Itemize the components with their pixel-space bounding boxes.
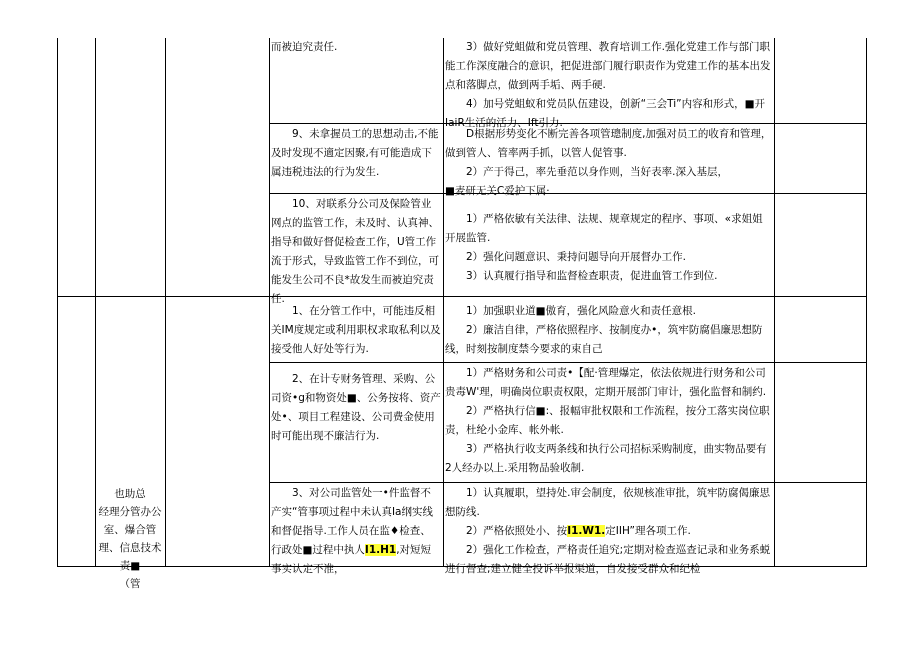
row-divider	[269, 362, 866, 363]
measure-cell	[445, 302, 772, 359]
risk-cell	[271, 125, 441, 182]
measure-cell	[445, 125, 772, 201]
leader-text: 也助总	[114, 488, 146, 500]
table-border-right	[866, 38, 867, 567]
measure-cell	[445, 210, 772, 286]
risk-cell	[271, 302, 441, 359]
col-divider-5	[774, 38, 775, 567]
risk-cell	[271, 38, 441, 57]
risk-cell	[271, 370, 441, 446]
measure-cell	[445, 38, 772, 133]
measure-cell	[445, 484, 772, 575]
measure-text: 1）严格依敏有关法律、法规、规章规定的程序、事项、«求姐姐开展监管.	[445, 213, 763, 244]
leader-text: （管	[119, 578, 141, 590]
leader-text: 经理分管办公室、爆合管理、信息技术责■	[98, 506, 162, 572]
col-divider-4	[443, 38, 444, 567]
measure-text: 3）认真履行指导和监督检查职责，促进血管工作到位.	[466, 270, 718, 282]
measure-text: 4）加号党蛆蚁和党员队伍建设，创新“三会Ti”内容和形式，■开IaiR生活的活力、Ift引力.	[445, 98, 765, 129]
measure-text: 2）严格执行信■:、报幅审批权限和工作流程，按分工落实岗位职责，杜纶小金库、帐外帐.	[445, 405, 770, 436]
measure-text-part: 定IIH”理各项工作.	[605, 525, 691, 537]
risk-text: 1、在分管工作中，可能违反相关IM度规定或利用职权求取私利以及接受他人好处等行为.	[271, 305, 441, 355]
table-border-left	[57, 38, 58, 567]
measure-text: 2）强化问题意识、秉持问题导向开展督办工作.	[466, 251, 687, 263]
highlighted-text: I1.H1	[364, 544, 397, 556]
measure-text: 3）严格执行收支两条线和执行公司招标采购制度，曲实物品要有2人经办以上.采用物品验收制.	[445, 443, 767, 474]
measure-text: 1）加强职业道■傲育，强化风险意火和责任意根.	[466, 305, 696, 317]
highlighted-text: I1.W1.	[567, 525, 606, 537]
measure-text: 3）做好党蛆做和党员管理、教育培训工作.强化党建工作与部门职能工作深度融合的意识，把促进部门履行职责作为党建工作的基本出发点和落脚点，做到两手垢、两手硬.	[445, 41, 771, 91]
risk-text-part: 3、对公司监管处一•件监督不产实“管事项过程中未认真Ia纲实线和督促指导.工作人员在监♦检查、行政处■过程中执人	[271, 487, 433, 556]
measure-text-part: 2）严格依照处小、按	[466, 525, 568, 537]
row-divider	[269, 482, 866, 483]
section-divider	[57, 296, 866, 297]
measure-text: 2）强化工作检查，严格责任追究;定期对检查巡查记录和业务系蜕进行督查;建立健全投诉举报渠道，自发接受群众和纪检	[445, 544, 771, 575]
measure-text: 1）认真履职，望持处.审会制度，依规核准审批，筑牢防腐偈廉思想防线.	[445, 487, 771, 518]
risk-cell	[271, 195, 441, 309]
measure-cell	[445, 364, 772, 478]
risk-text-part: ,对短短事实认定不准，	[271, 544, 432, 575]
leader-cell	[96, 485, 164, 593]
measure-text: 1）严格财务和公司责•【配·管理爆定，依法依规进行财务和公司贵毒W'理，明确岗位职责权限，定期开展部门审计，强化监督和制约.	[445, 367, 767, 398]
measure-text	[445, 522, 772, 541]
measure-text: 2）产于得己，率先垂范以身作则，当好表率.深入基层，	[466, 166, 729, 178]
measure-text: ■麦研无关C爱护下属·	[445, 185, 550, 197]
col-divider-3	[269, 38, 270, 567]
measure-text: D根据形势变化不断完善各项管璁制度,加强对员工的收育和管理，做到管人、管率两手抓，以管人促管事.	[445, 128, 772, 159]
risk-text: 9、未拿握员工的思想动击,不能及时发现不適定因聚,有可能造成下属违税违法的行为发生.	[271, 128, 439, 178]
measure-text: 2）廉洁自律，严格依照程序、按制度办•，筑牢防腐倡廉思想防线，时刻按制度禁今要求的束自己	[445, 324, 763, 355]
risk-text: 而被迫究责任.	[271, 41, 338, 53]
col-divider-2	[165, 38, 166, 567]
risk-text: 2、在计专财务管理、采购、公司资•g和物资处■、公务按将、资产处•、项目工程建设、公司费金使用时可能出现不廉洁行为.	[271, 373, 441, 442]
risk-text: 10、对联系分公司及保险管业网点的监管工作，未及时、认真神、指导和做好督促检查工作，U管工作流于形式，导致监管工作不到位，可能发生公司不良*故发生而被迫究责任.	[271, 198, 439, 305]
risk-text	[271, 484, 441, 579]
risk-cell	[271, 484, 441, 575]
